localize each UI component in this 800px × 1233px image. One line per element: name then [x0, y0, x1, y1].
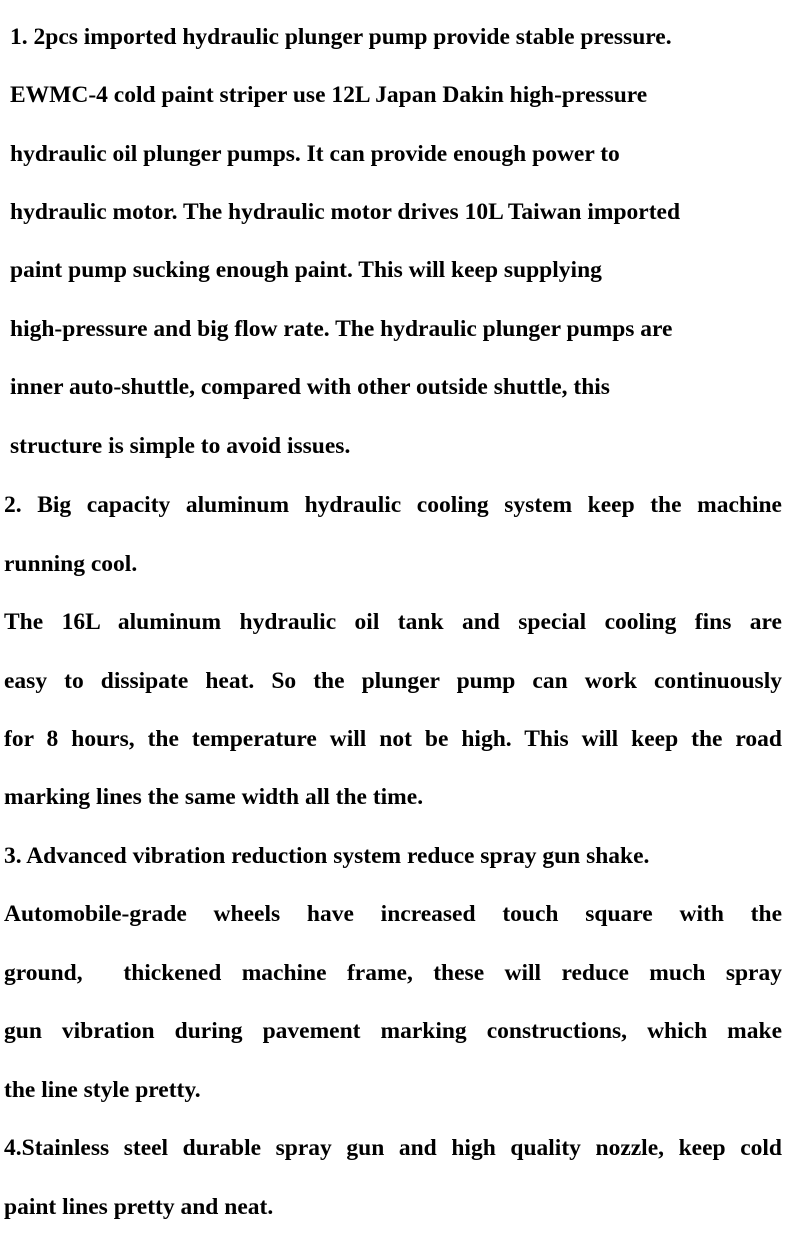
section-3-heading: 3. Advanced vibration reduction system reduce spray gun shake.	[4, 843, 650, 869]
section-1-body-line: high-pressure and big flow rate. The hydraulic plunger pumps are	[10, 316, 673, 342]
section-2-body-line: The 16L aluminum hydraulic oil tank and special cooling fins are	[4, 609, 782, 635]
section-2-body-line: easy to dissipate heat. So the plunger pump can work continuously	[4, 668, 782, 694]
section-3-body-line: ground, thickened machine frame, these will reduce much spray	[4, 960, 782, 986]
section-3-body-line: the line style pretty.	[4, 1077, 201, 1103]
section-1-body-line: hydraulic motor. The hydraulic motor drives 10L Taiwan imported	[10, 199, 681, 225]
section-4-heading: paint lines pretty and neat.	[4, 1194, 274, 1220]
section-1-body-line: inner auto-shuttle, compared with other outside shuttle, this	[10, 374, 610, 400]
section-3-body-line: Automobile-grade wheels have increased touch square with the	[4, 901, 782, 927]
section-2-body-line: marking lines the same width all the time.	[4, 784, 424, 810]
section-1-body-line: hydraulic oil plunger pumps. It can provide enough power to	[10, 141, 620, 167]
section-1-body-line: EWMC-4 cold paint striper use 12L Japan Dakin high-pressure	[10, 82, 648, 108]
section-1-heading: 1. 2pcs imported hydraulic plunger pump provide stable pressure.	[10, 24, 672, 50]
section-2-heading: running cool.	[4, 551, 138, 577]
section-2-heading: 2. Big capacity aluminum hydraulic cooling system keep the machine	[4, 492, 782, 518]
section-1-body-line: paint pump sucking enough paint. This will keep supplying	[10, 257, 602, 283]
section-4-heading: 4.Stainless steel durable spray gun and high quality nozzle, keep cold	[4, 1135, 782, 1161]
section-2-body-line: for 8 hours, the temperature will not be high. This will keep the road	[4, 726, 782, 752]
section-1-body-line: structure is simple to avoid issues.	[10, 433, 351, 459]
section-3-body-line: gun vibration during pavement marking constructions, which make	[4, 1018, 782, 1044]
